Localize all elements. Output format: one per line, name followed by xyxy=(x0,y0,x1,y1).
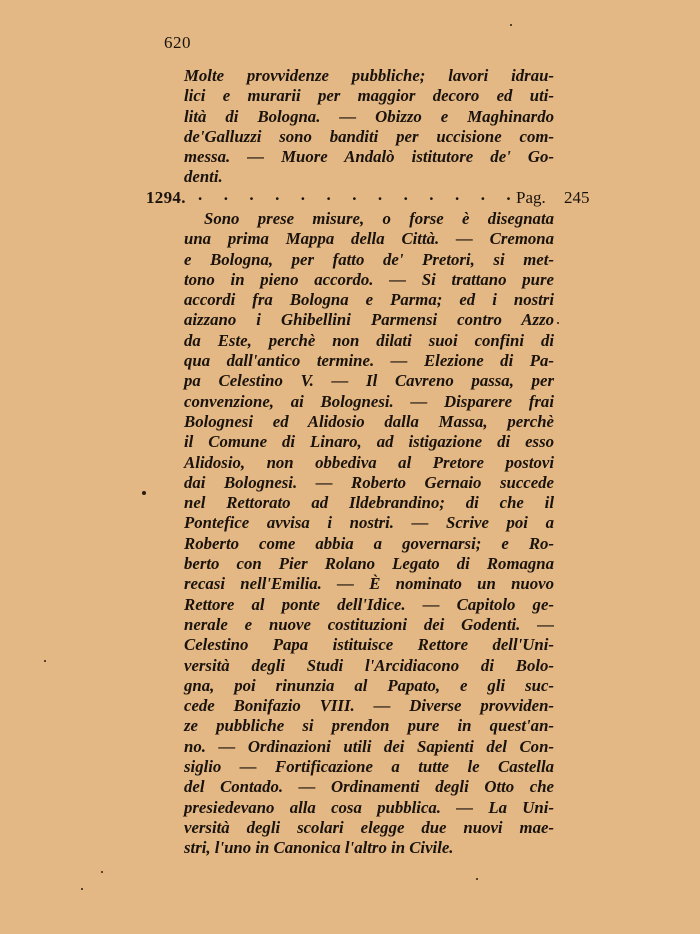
text-line: Celestino Papa istituisce Rettore dell'Uni- xyxy=(184,635,554,655)
page-reference-number: 245 xyxy=(564,188,590,207)
text-line: nel Rettorato ad Ildebrandino; di che il xyxy=(184,493,554,513)
paper-speck xyxy=(142,491,146,495)
text-line: qua dall'antico termine. — Elezione di Pa- xyxy=(184,351,554,371)
text-line: gna, poi rinunzia al Papato, e gli suc- xyxy=(184,675,554,695)
text-line: una prima Mappa della Città. — Cremona xyxy=(184,229,554,249)
text-line: recasi nell'Emilia. — È nominato un nuovo xyxy=(184,574,554,594)
paper-speck xyxy=(476,878,478,880)
text-line: e Bologna, per fatto de' Pretori, si met- xyxy=(184,249,554,269)
page-number: 620 xyxy=(164,33,191,52)
text-line: berto con Pier Rolano Legato di Romagna xyxy=(184,554,554,574)
text-line: cede Bonifazio VIII. — Diverse provviden- xyxy=(184,696,554,716)
text-line: da Este, perchè non dilati suoi confini di xyxy=(184,330,554,350)
text-line: stri, l'uno in Canonica l'altro in Civile. xyxy=(184,838,454,858)
text-line: Pontefice avvisa i nostri. — Scrive poi a xyxy=(184,513,554,533)
text-line: nerale e nuove costituzioni dei Godenti. — xyxy=(184,614,554,634)
text-line: versità degli Studi l'Arcidiacono di Bolo- xyxy=(184,655,554,675)
year-entry-row xyxy=(146,185,596,210)
text-line: versità degli scolari elegge due nuovi mae- xyxy=(184,817,554,837)
text-line: lici e murarii per maggior decoro ed uti- xyxy=(184,86,554,106)
text-line: aizzano i Ghibellini Parmensi contro Azzo xyxy=(184,310,554,330)
text-line: Roberto come abbia a governarsi; e Ro- xyxy=(184,533,554,553)
text-line: lità di Bologna. — Obizzo e Maghinardo xyxy=(184,106,554,126)
text-line: Alidosio, non obbediva al Pretore postovi xyxy=(184,452,554,472)
page-reference-label: Pag. xyxy=(516,188,546,207)
leader-dots: . . . . . . . . . . . . . xyxy=(198,185,520,204)
text-line: de'Galluzzi sono banditi per uccisione com- xyxy=(184,126,554,146)
text-line: siglio — Fortificazione a tutte le Castella xyxy=(184,757,554,777)
entry-year: 1294. xyxy=(146,188,186,207)
paper-speck xyxy=(101,871,103,873)
text-line: messa. — Muore Andalò istitutore de' Go- xyxy=(184,147,554,167)
summary-paragraph-2 xyxy=(184,209,554,859)
text-line: no. — Ordinazioni utili dei Sapienti del Con- xyxy=(184,736,554,756)
text-line: ze pubbliche si prendon pure in quest'an- xyxy=(184,716,554,736)
text-line: convenzione, ai Bolognesi. — Disparere frai xyxy=(184,391,554,411)
text-line: pa Celestino V. — Il Cavreno passa, per xyxy=(184,371,554,391)
text-line: Rettore al ponte dell'Idice. — Capitolo ge- xyxy=(184,594,554,614)
paper-speck xyxy=(44,660,46,662)
text-line: del Contado. — Ordinamenti degli Otto che xyxy=(184,777,554,797)
text-line: accordi fra Bologna e Parma; ed i nostri xyxy=(184,290,554,310)
paper-speck xyxy=(81,888,83,890)
text-line: Bolognesi ed Alidosio dalla Massa, perchè xyxy=(184,411,554,431)
text-line: denti. xyxy=(184,167,223,187)
paper-speck xyxy=(557,322,559,324)
text-line: il Comune di Linaro, ad istigazione di esso xyxy=(184,432,554,452)
paper-speck xyxy=(510,24,512,26)
text-line: presiedevano alla cosa pubblica. — La Uni- xyxy=(184,797,554,817)
text-line: Sono prese misure, o forse è disegnata xyxy=(204,209,554,228)
summary-paragraph-1 xyxy=(184,66,554,188)
text-line: tono in pieno accordo. — Si trattano pure xyxy=(184,269,554,289)
text-line: Molte provvidenze pubbliche; lavori idrau- xyxy=(184,66,554,85)
text-line: dai Bolognesi. — Roberto Gernaio succede xyxy=(184,472,554,492)
